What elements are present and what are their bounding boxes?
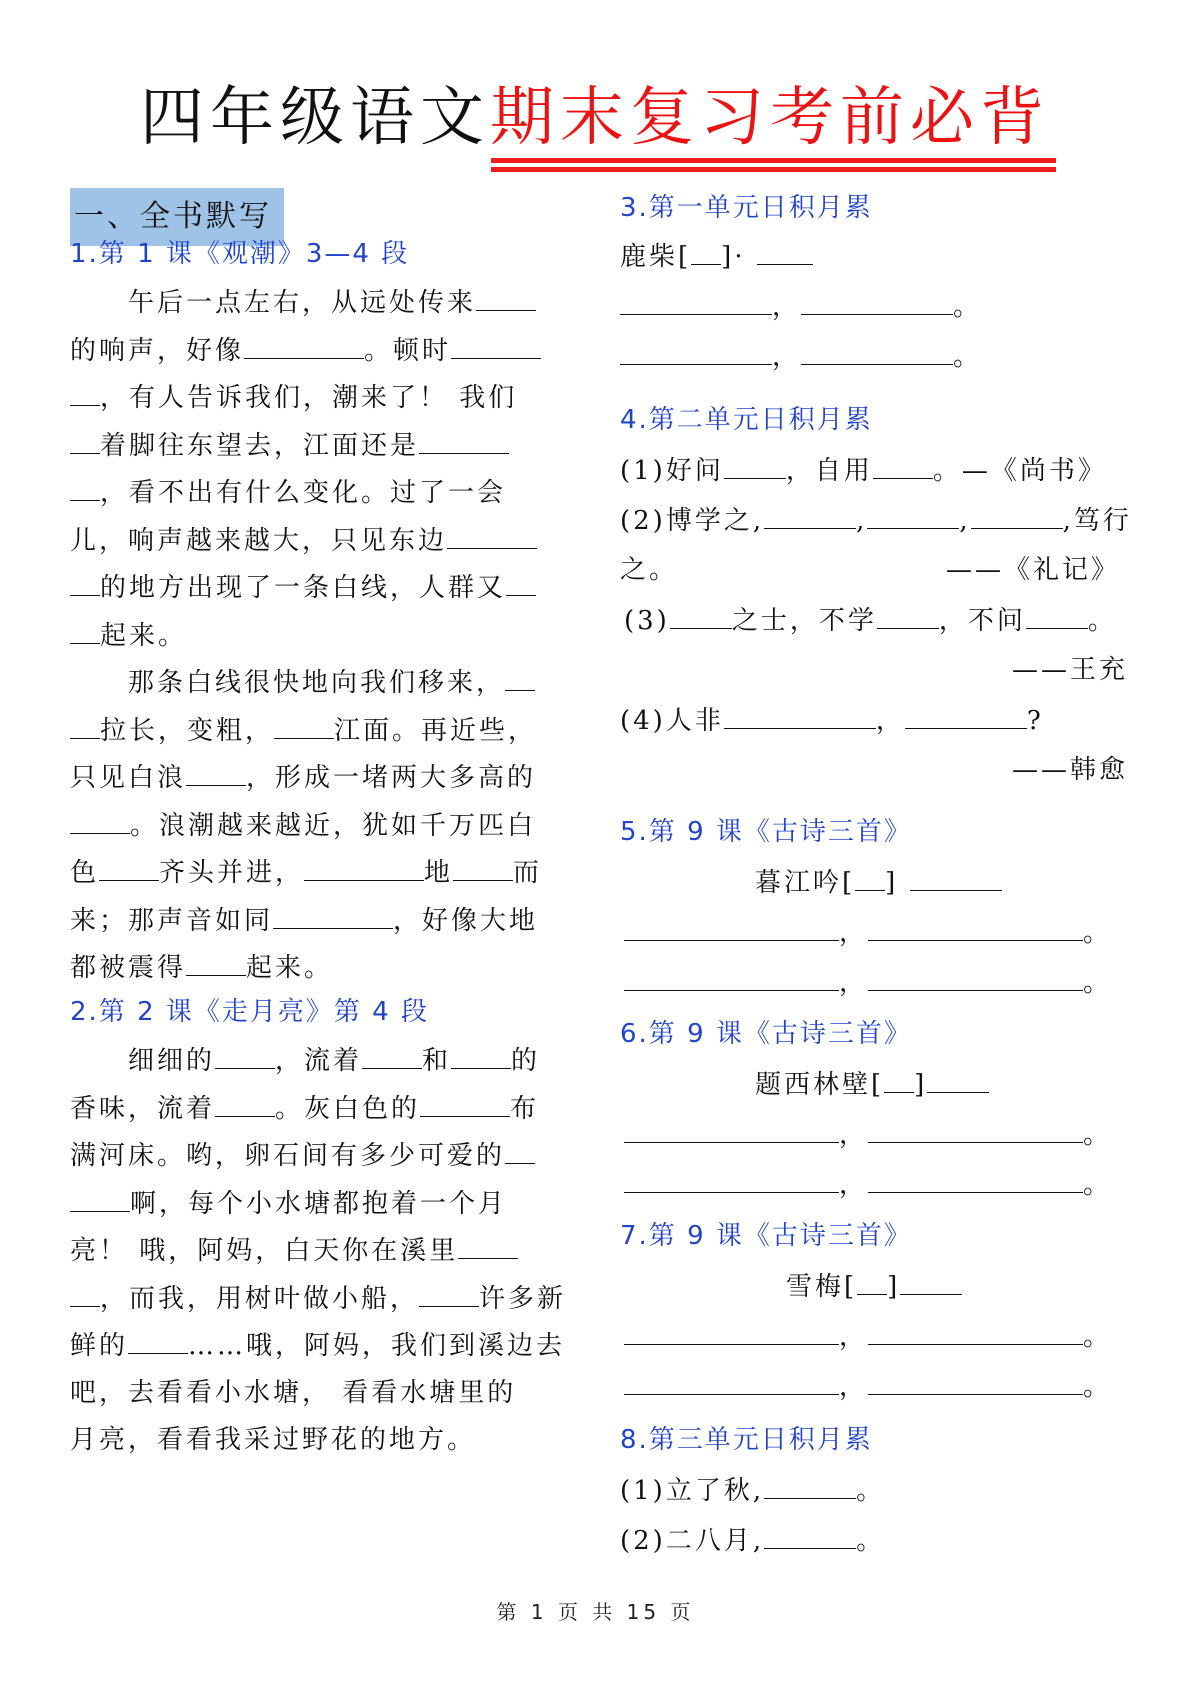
dynasty-blank[interactable] [857,1266,887,1295]
author-blank[interactable] [910,860,1002,891]
fill-blank[interactable] [70,470,100,501]
passage-text: 。灰白色的 [275,1093,421,1124]
fill-blank[interactable] [128,1323,188,1354]
passage-text: 江面。再近些， [334,715,538,746]
fill-blank[interactable] [70,1181,130,1212]
title-red-part: 期末复习考前必背 [490,81,1050,155]
passage-text: 的地方出现了一条白线，人群又 [100,573,507,603]
passage-line [70,1371,578,1415]
passage-text: ，流着 [275,1046,363,1076]
passage-text: 那条白线很快地向我们移来， [70,668,506,698]
passage-line [70,518,578,562]
fill-blank[interactable] [244,328,364,359]
passage-line [70,660,578,704]
fill-blank[interactable] [764,1518,856,1549]
title-underline-top [491,158,1056,163]
verse-blank[interactable] [624,1112,839,1143]
passage-text: 齐头并进， [159,858,305,888]
passage-line [70,1181,578,1225]
q4-source-liji: ——《礼记》 [945,555,1120,585]
section-banner: 一、全书默写 [70,188,284,246]
q6-poem-title: 题西林壁 [755,1070,872,1100]
q4-item-1: (1)好问 ，自用 。—《尚书》 [620,448,1107,492]
passage-line [70,423,578,467]
fill-blank[interactable] [304,850,424,881]
fill-blank[interactable] [764,1468,856,1499]
fill-blank[interactable] [971,498,1063,529]
title-underline-bottom [491,167,1056,172]
passage-text: 满河床。哟，卵石间有多少可爱的 [70,1141,506,1171]
passage-line [70,945,578,989]
passage-text: ，有人告诉我们，潮来了！ 我们 [100,383,518,413]
q3-poem-title: 鹿柴 [620,242,679,272]
passage-line [70,850,578,894]
q5-poem-title-line: 暮江吟[ ] [755,860,1002,904]
passage-line [70,803,578,847]
fill-blank[interactable] [99,850,159,881]
passage-line [70,1086,578,1130]
passage-text: 地 [424,858,454,888]
fill-blank[interactable] [905,698,1027,729]
passage-text: 亮！ 哦，阿妈，白天你在溪里 [70,1236,459,1266]
q3-verse-line-1: ， 。 [620,284,982,328]
fill-blank[interactable] [447,518,537,549]
passage-text: 只见白浪 [70,763,187,793]
q7-verse-line-2: ， 。 [624,1364,1112,1408]
q6-heading: 6.第 9 课《古诗三首》 [620,1019,912,1049]
passage-line [70,280,578,324]
passage-text: 起来。 [246,953,334,983]
q4-item-3: (3) 之士，不学 ，不问 。 [624,598,1117,642]
fill-blank[interactable] [186,945,246,976]
passage-line [70,1228,578,1272]
passage-text: ，看不出有什么变化。过了一会 [100,478,507,508]
passage-line [70,898,578,942]
fill-blank[interactable] [458,1228,518,1259]
q3-dynasty-blank[interactable] [691,236,721,265]
passage-line [70,1038,578,1082]
verse-blank[interactable] [624,1364,839,1395]
passage-text: 起来。 [100,620,188,651]
fill-blank[interactable] [215,1086,275,1117]
verse-blank[interactable] [624,960,839,991]
passage-text: 许多新 [479,1283,567,1314]
passage-line [70,375,578,419]
fill-blank[interactable] [419,423,509,454]
passage-text: ，好像大地 [393,905,539,936]
q8-item-1: (1)立了秋, 。 [620,1468,885,1512]
passage-text: 拉长，变粗， [100,715,275,746]
passage-text: 细细的 [70,1046,216,1076]
q1-heading: 1.第 1 课《观潮》3—4 段 [70,239,410,269]
fill-blank[interactable] [70,613,100,644]
verse-blank[interactable] [624,1314,839,1345]
passage-line [70,1276,578,1320]
q6-poem-title-line: 题西林壁[ ] [755,1062,989,1106]
fill-blank[interactable] [505,1133,535,1164]
passage-line [70,613,578,657]
passage-line [70,328,578,372]
q5-heading: 5.第 9 课《古诗三首》 [620,817,912,847]
fill-blank[interactable] [70,565,100,596]
passage-text: 色 [70,858,100,888]
q3-author-blank[interactable] [757,234,813,265]
verse-blank[interactable] [624,910,839,941]
fill-blank[interactable] [70,423,100,454]
passage-text: ，形成一堵两大多高的 [246,763,537,793]
verse-blank[interactable] [868,1364,1083,1395]
fill-blank[interactable] [420,1086,510,1117]
fill-blank[interactable] [724,448,786,479]
q6-verse-line-1: ， 。 [624,1112,1112,1156]
q4-source-hanyu: ——韩愈 [1011,755,1128,785]
q7-poem-title-line: 雪梅[ ] [786,1264,962,1308]
q3-heading: 3.第一单元日积月累 [620,193,873,223]
fill-blank[interactable] [451,328,541,359]
passage-text: 着脚往东望去，江面还是 [100,430,420,461]
fill-blank[interactable] [670,598,732,629]
fill-blank[interactable] [215,1038,275,1069]
passage-line [70,1418,578,1462]
q5-verse-line-1: ， 。 [624,910,1112,954]
fill-blank[interactable] [451,1038,511,1069]
passage-text: 吧，去看看小水塘， 看看水塘里的 [70,1377,517,1408]
q7-poem-title: 雪梅 [786,1272,845,1302]
fill-blank[interactable] [476,280,536,311]
fill-blank[interactable] [419,1276,479,1307]
passage-line [70,1323,578,1367]
q3-poem-title-line: 鹿柴[ ]· [620,234,813,278]
fill-blank[interactable] [274,708,334,739]
q4-item-2: (2)博学之, , , ,笃行 [620,498,1132,542]
q7-verse-line-1: ， 。 [624,1314,1112,1358]
dynasty-blank[interactable] [884,1064,914,1093]
passage-text: 鲜的 [70,1331,129,1361]
q4-item-2-cont: 之。 ——《礼记》 [620,548,1120,592]
passage-text: 。浪潮越来越近，犹如千万匹白 [130,810,537,841]
verse-blank[interactable] [868,1162,1083,1193]
fill-blank[interactable] [70,375,100,406]
fill-blank[interactable] [506,565,536,596]
q6-verse-line-2: ， 。 [624,1162,1112,1206]
passage-text: 都被震得 [70,953,187,983]
author-blank[interactable] [927,1062,989,1093]
passage-text: 香味，流着 [70,1093,216,1124]
passage-text: ……哦，阿妈，我们到溪边去 [188,1331,566,1361]
page-number: 第 1 页 共 15 页 [496,1600,695,1624]
fill-blank[interactable] [873,448,933,479]
passage-text: ，而我，用树叶做小船， [100,1283,420,1314]
verse-blank[interactable] [868,960,1083,991]
passage-line [70,708,578,752]
fill-blank[interactable] [186,755,246,786]
fill-blank[interactable] [453,850,513,881]
verse-blank[interactable] [620,284,772,315]
verse-blank[interactable] [868,910,1083,941]
title-black-part: 四年级语文 [140,81,490,155]
verse-blank[interactable] [620,334,772,365]
q5-verse-line-2: ， 。 [624,960,1112,1004]
fill-blank[interactable] [724,698,876,729]
q2-heading: 2.第 2 课《走月亮》第 4 段 [70,997,429,1027]
passage-text: 和 [422,1046,452,1076]
fill-blank[interactable] [1026,598,1088,629]
verse-blank[interactable] [801,284,953,315]
passage-text: 啊，每个小水塘都抱着一个月 [130,1188,508,1219]
verse-blank[interactable] [624,1162,839,1193]
q4-item-4: (4)人非 ， ? [620,698,1044,742]
fill-blank[interactable] [505,660,535,691]
author-blank[interactable] [900,1264,962,1295]
passage-text: 儿，响声越来越大，只见东边 [70,525,448,556]
fill-blank[interactable] [70,1276,100,1307]
passage-line [70,1133,578,1177]
fill-blank[interactable] [273,898,393,929]
verse-blank[interactable] [868,1112,1083,1143]
passage-line [70,565,578,609]
verse-blank[interactable] [868,1314,1083,1345]
fill-blank[interactable] [362,1038,422,1069]
passage-text: 布 [510,1093,540,1124]
passage-text: 月亮，看看我采过野花的地方。 [70,1425,477,1455]
q7-heading: 7.第 9 课《古诗三首》 [620,1221,912,1251]
q8-heading: 8.第三单元日积月累 [620,1425,873,1455]
q4-heading: 4.第二单元日积月累 [620,405,873,435]
dynasty-blank[interactable] [855,862,885,891]
q3-verse-line-2: ， 。 [620,334,982,378]
fill-blank[interactable] [867,498,959,529]
passage-line [70,755,578,799]
passage-text: 午后一点左右，从远处传来 [70,288,477,318]
verse-blank[interactable] [801,334,953,365]
q4-source-wangchong: ——王充 [1011,655,1128,685]
q8-item-2: (2)二八月, 。 [620,1518,885,1562]
passage-text: 。顿时 [364,335,452,366]
fill-blank[interactable] [764,498,856,529]
passage-text: 的响声，好像 [70,335,245,366]
fill-blank[interactable] [877,598,939,629]
passage-line [70,470,578,514]
passage-text: 而 [513,858,543,888]
passage-text: 的 [511,1046,541,1076]
document-title [140,78,1050,168]
passage-text: 来；那声音如同 [70,905,274,936]
fill-blank[interactable] [70,708,100,739]
fill-blank[interactable] [70,803,130,834]
q5-poem-title: 暮江吟 [755,868,843,898]
